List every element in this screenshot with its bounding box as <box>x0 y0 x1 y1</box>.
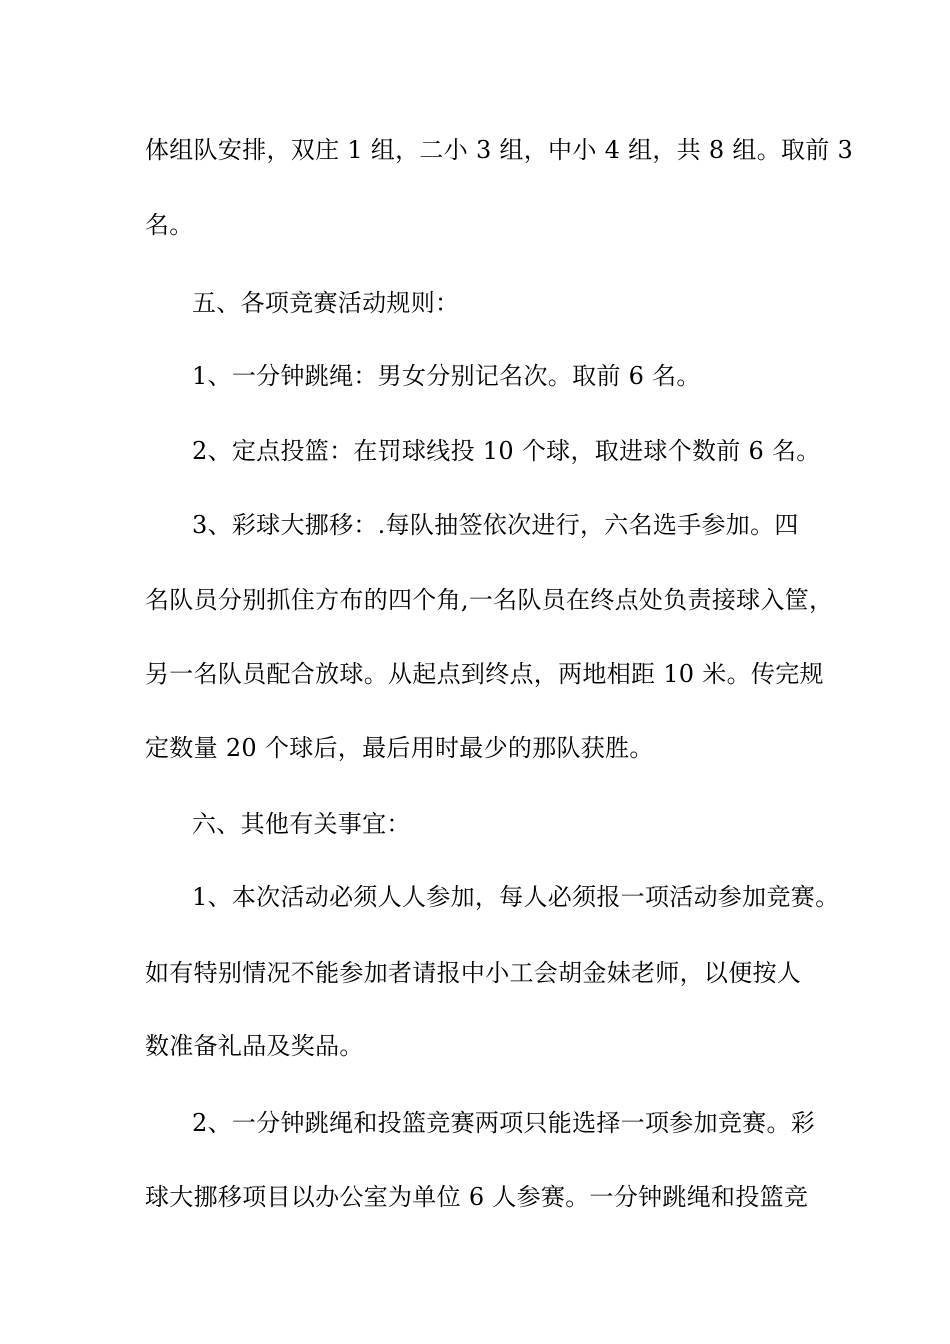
rule-item-3: 3、彩球大挪移：.每队抽签依次进行，六名选手参加。四 <box>192 511 799 539</box>
body-text-line: 球大挪移项目以办公室为单位 6 人参赛。一分钟跳绳和投篮竞 <box>145 1183 809 1211</box>
body-text-line: 另一名队员配合放球。从起点到终点，两地相距 10 米。传完规 <box>145 660 824 688</box>
section-heading-rules: 五、各项竞赛活动规则： <box>192 289 460 317</box>
body-text-line: 定数量 20 个球后，最后用时最少的那队获胜。 <box>145 734 654 762</box>
other-item-2: 2、一分钟跳绳和投篮竞赛两项只能选择一项参加竞赛。彩 <box>192 1109 816 1137</box>
body-text-line: 名。 <box>145 211 194 239</box>
body-text-line: 名队员分别抓住方布的四个角,一名队员在终点处负责接球入筐， <box>145 586 834 614</box>
other-item-1: 1、本次活动必须人人参加，每人必须报一项活动参加竞赛。 <box>192 883 840 911</box>
rule-item-1: 1、一分钟跳绳：男女分别记名次。取前 6 名。 <box>192 362 701 390</box>
body-text-line: 体组队安排，双庄 1 组，二小 3 组，中小 4 组，共 8 组。取前 3 <box>145 136 854 164</box>
rule-item-2: 2、定点投篮：在罚球线投 10 个球，取进球个数前 6 名。 <box>192 437 821 465</box>
section-heading-other: 六、其他有关事宜： <box>192 810 411 838</box>
body-text-line: 数准备礼品及奖品。 <box>145 1032 364 1060</box>
body-text-line: 如有特别情况不能参加者请报中小工会胡金妹老师，以便按人 <box>145 959 802 987</box>
